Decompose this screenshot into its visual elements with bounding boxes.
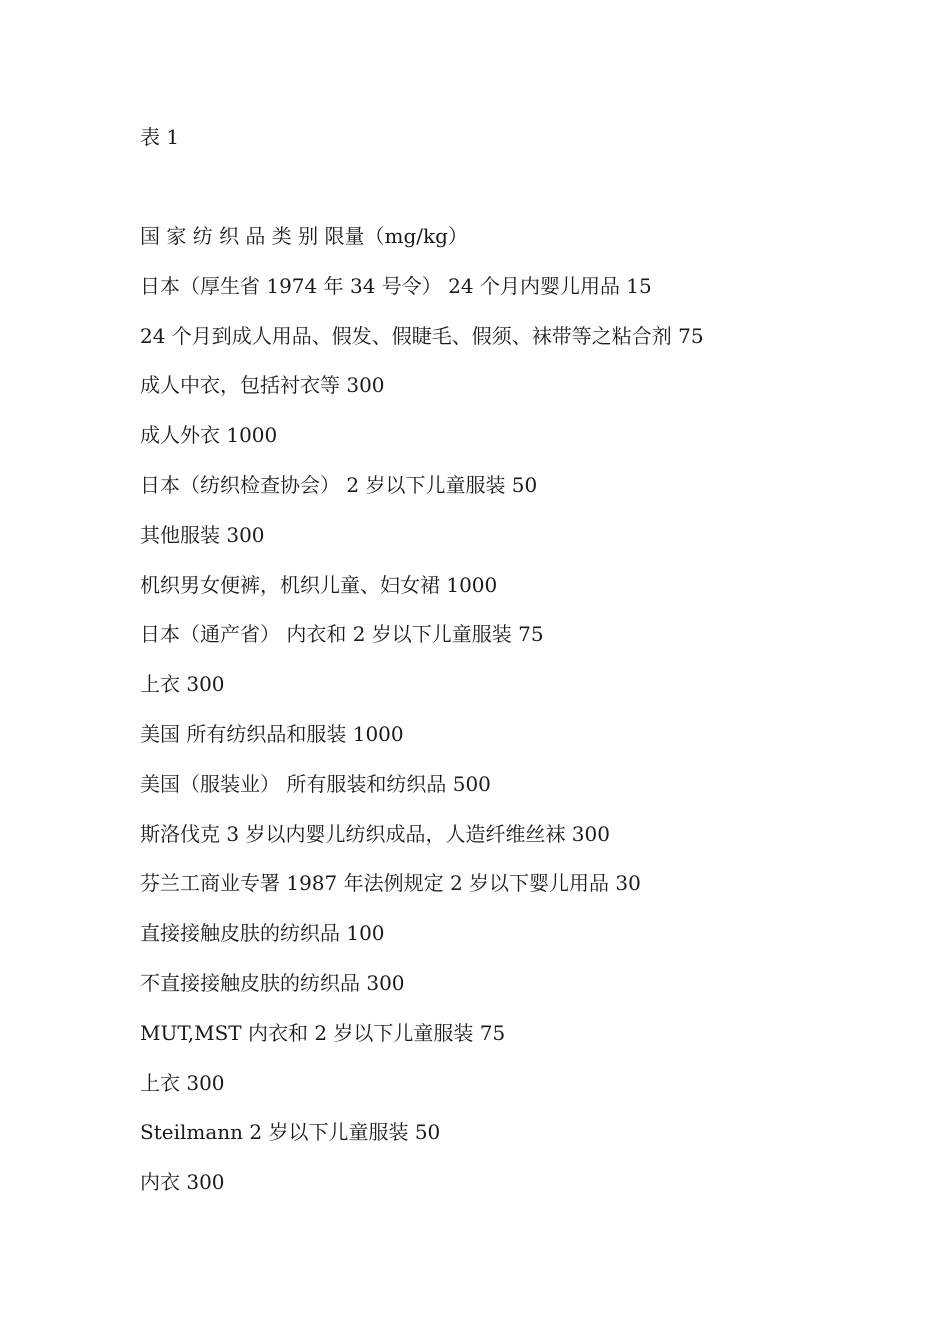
- text-line: 24 个月到成人用品、假发、假睫毛、假须、袜带等之粘合剂 75: [140, 323, 704, 348]
- table-header-line: 国 家 纺 织 品 类 别 限量（mg/kg）: [140, 224, 468, 248]
- text-line: MUT,MST 内衣和 2 岁以下儿童服装 75: [140, 1020, 506, 1045]
- text-line: 日本（厚生省 1974 年 34 号令） 24 个月内婴儿用品 15: [140, 273, 652, 298]
- text-line: 美国 所有纺织品和服装 1000: [140, 721, 404, 746]
- text-line: 斯洛伐克 3 岁以内婴儿纺织成品，人造纤维丝袜 300: [140, 821, 610, 846]
- document-body: [140, 222, 704, 1218]
- text-line: 成人外衣 1000: [140, 423, 278, 448]
- table-caption: 表 1: [140, 125, 180, 149]
- text-line: 内衣 300: [140, 1170, 225, 1195]
- text-line: 上衣 300: [140, 672, 225, 697]
- text-line: 成人中衣，包括衬衣等 300: [140, 373, 385, 398]
- text-line: 美国（服装业） 所有服装和纺织品 500: [140, 771, 491, 796]
- text-line: Steilmann 2 岁以下儿童服装 50: [140, 1120, 441, 1145]
- text-line: 日本（纺织检查协会） 2 岁以下儿童服装 50: [140, 472, 538, 497]
- text-line: 上衣 300: [140, 1070, 225, 1095]
- text-line: 直接接触皮肤的纺织品 100: [140, 921, 385, 946]
- text-line: 其他服装 300: [140, 522, 265, 547]
- text-line: 机织男女便裤，机织儿童、妇女裙 1000: [140, 572, 498, 597]
- text-line: 日本（通产省） 内衣和 2 岁以下儿童服装 75: [140, 622, 544, 647]
- text-line: 不直接接触皮肤的纺织品 300: [140, 970, 405, 995]
- text-line: 芬兰工商业专署 1987 年法例规定 2 岁以下婴儿用品 30: [140, 871, 641, 896]
